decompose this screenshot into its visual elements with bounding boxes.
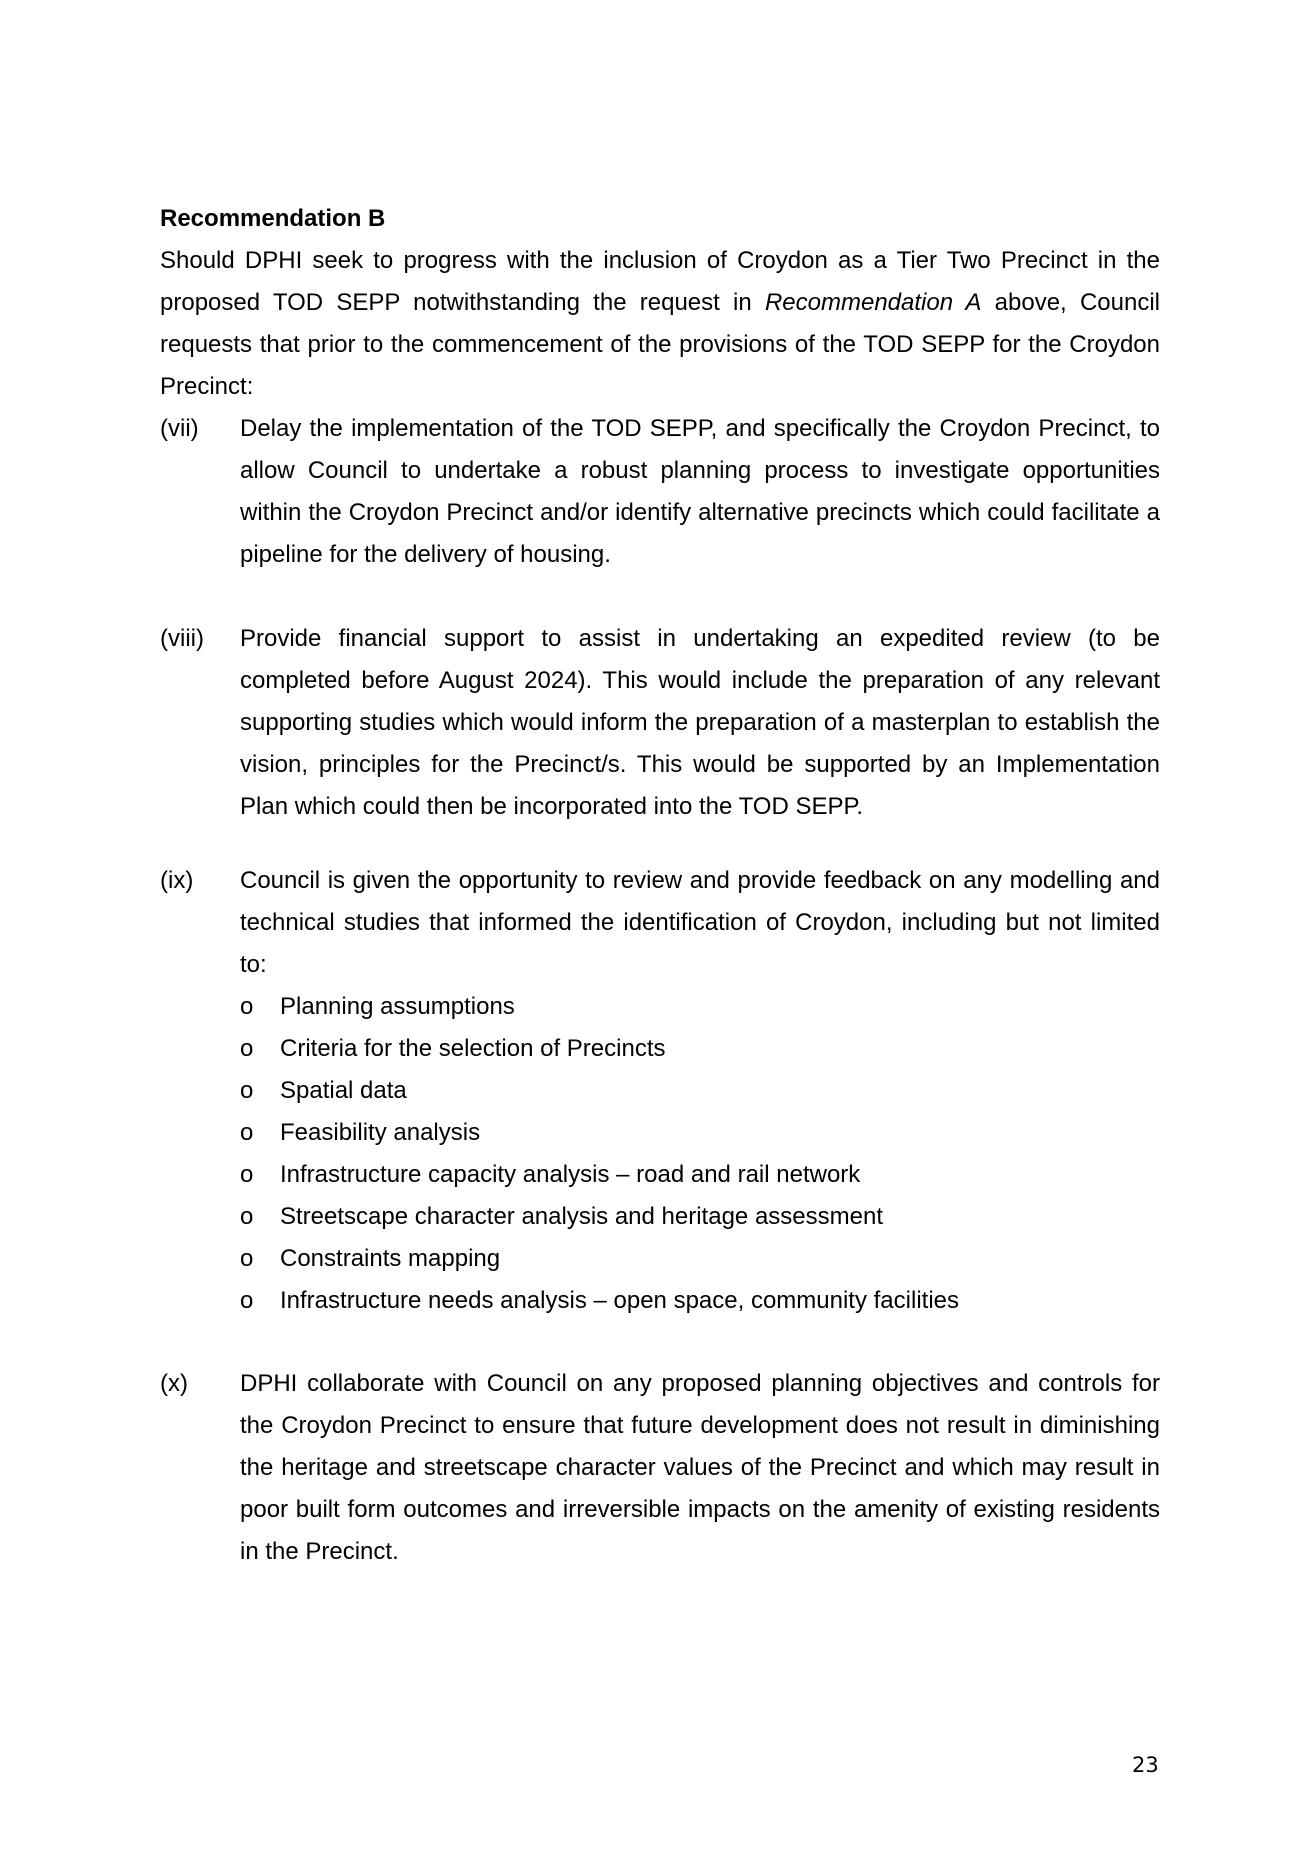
list-item xyxy=(240,1070,1160,1112)
list-item-text: Constraints mapping xyxy=(280,1245,501,1272)
bullet-marker: o xyxy=(240,993,254,1020)
item-text: DPHI collaborate with Council on any proposed planning objectives and controls for the Croydon Precinct to ensure that future development does not result in diminishing the heritage and streetscape character values of the Precinct and which may result in poor built form outcomes and irreversible impacts on the amenity of existing residents in the Precinct. xyxy=(240,1370,1160,1565)
item-number: (x) xyxy=(160,1370,188,1397)
recommendation-item-x xyxy=(160,1363,1160,1573)
spacer xyxy=(160,1322,1160,1363)
list-item xyxy=(240,1112,1160,1154)
intro-text-after: above, Council requests that prior to the commencement of the provisions of the TOD SEPP for the Croydon Precinct: xyxy=(160,289,1160,400)
list-item-text: Infrastructure needs analysis – open space, community facilities xyxy=(280,1287,959,1314)
recommendation-item-viii xyxy=(160,618,1160,828)
list-item-text: Spatial data xyxy=(280,1077,407,1104)
page-content xyxy=(160,198,1160,1573)
item-body xyxy=(240,408,1160,576)
list-item xyxy=(240,1028,1160,1070)
item-number: (ix) xyxy=(160,867,194,894)
item-body xyxy=(240,1363,1160,1573)
spacer xyxy=(160,576,1160,618)
item-body xyxy=(240,618,1160,828)
item-number: (viii) xyxy=(160,625,204,652)
list-item xyxy=(240,1238,1160,1280)
item-text: Council is given the opportunity to review and provide feedback on any modelling and technical studies that informed the identification of Croydon, including but not limited to: xyxy=(240,867,1160,978)
sub-list xyxy=(240,986,1160,1322)
list-item-text: Streetscape character analysis and heritage assessment xyxy=(280,1203,883,1230)
recommendation-item-ix xyxy=(160,860,1160,1322)
bullet-marker: o xyxy=(240,1119,254,1146)
bullet-marker: o xyxy=(240,1245,254,1272)
intro-text-before: Should DPHI seek to progress with the inclusion of Croydon as a Tier Two Precinct in the proposed TOD SEPP notwithstanding the request in xyxy=(160,247,1160,316)
recommendation-item-vii xyxy=(160,408,1160,576)
bullet-marker: o xyxy=(240,1077,254,1104)
spacer xyxy=(160,828,1160,860)
section-heading: Recommendation B xyxy=(160,205,386,232)
list-item-text: Feasibility analysis xyxy=(280,1119,481,1146)
bullet-marker: o xyxy=(240,1287,254,1314)
list-item xyxy=(240,986,1160,1028)
list-item-text: Planning assumptions xyxy=(280,993,515,1020)
item-body xyxy=(240,860,1160,1322)
page-number: 23 xyxy=(1132,1753,1159,1777)
intro-emphasis: Recommendation A xyxy=(764,289,982,316)
bullet-marker: o xyxy=(240,1035,254,1062)
item-text: Delay the implementation of the TOD SEPP, and specifically the Croydon Precinct, to allow Council to undertake a robust planning process to investigate opportunities within the Croydon Precinct and/or identify alternative precincts which could facilitate a pipeline for the delivery of housing. xyxy=(240,415,1160,568)
list-item-text: Criteria for the selection of Precincts xyxy=(280,1035,666,1062)
list-item xyxy=(240,1154,1160,1196)
list-item-text: Infrastructure capacity analysis – road and rail network xyxy=(280,1161,861,1188)
bullet-marker: o xyxy=(240,1161,254,1188)
item-text: Provide financial support to assist in undertaking an expedited review (to be completed before August 2024). This would include the preparation of any relevant supporting studies which would inform the preparation of a masterplan to establish the vision, principles for the Precinct/s. This would be supported by an Implementation Plan which could then be incorporated into the TOD SEPP. xyxy=(240,625,1160,820)
list-item xyxy=(240,1280,1160,1322)
bullet-marker: o xyxy=(240,1203,254,1230)
intro-paragraph xyxy=(160,240,1160,408)
list-item xyxy=(240,1196,1160,1238)
item-number: (vii) xyxy=(160,415,199,442)
